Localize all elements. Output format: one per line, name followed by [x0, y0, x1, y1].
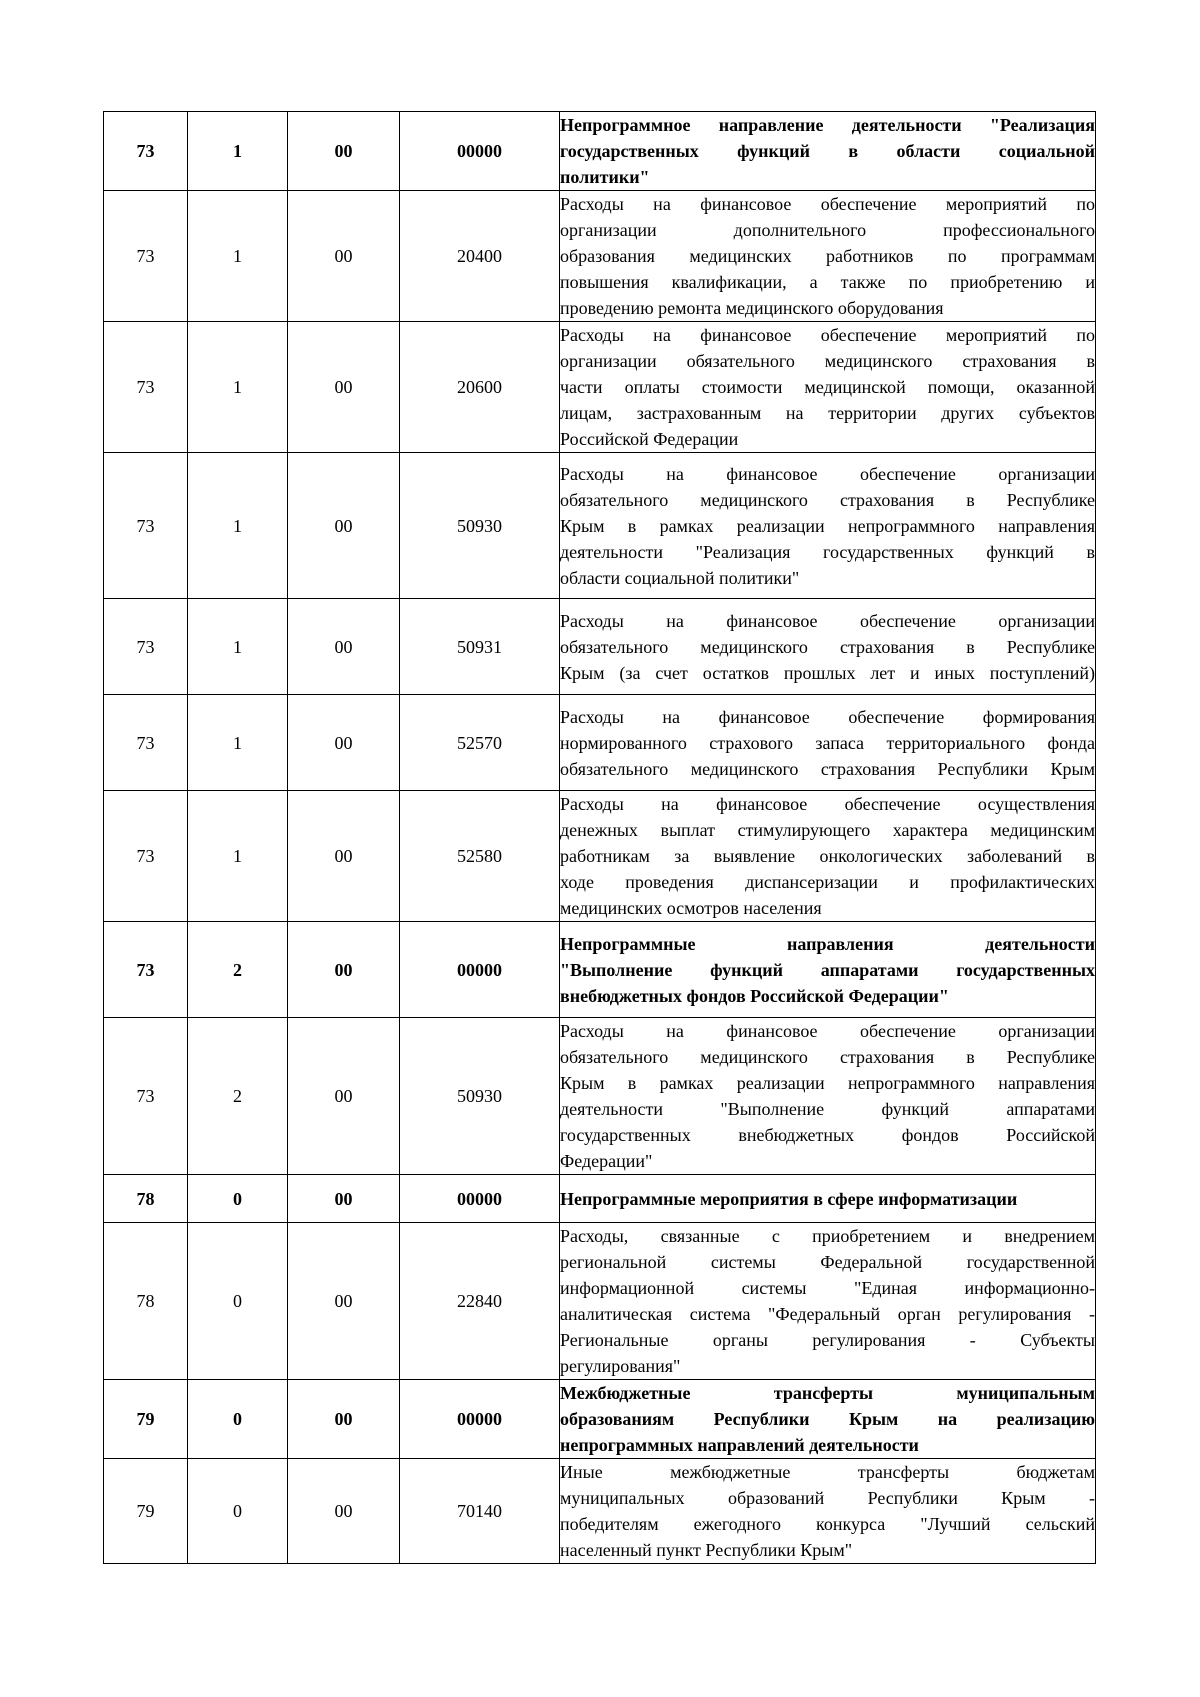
description-line: Федерации"	[560, 1151, 653, 1171]
description-line: Непрограммное направление деятельности "Реализация	[560, 115, 1095, 135]
description-line: Межбюджетные трансферты муниципальным	[560, 1383, 1095, 1403]
description-line: государственных функций в области социальной	[560, 141, 1095, 161]
direction-code-cell: 20400	[400, 191, 560, 322]
description-cell	[560, 599, 1096, 695]
description-cell	[560, 112, 1096, 191]
description-line: медицинских осмотров населения	[560, 898, 822, 918]
description-line: Иные межбюджетные трансферты бюджетам	[560, 1462, 1095, 1482]
program-code-cell: 73	[104, 791, 188, 922]
description-line: региональной системы Федеральной государственной	[560, 1252, 1095, 1272]
description-cell	[560, 1380, 1096, 1459]
direction-code-cell: 00000	[400, 922, 560, 1018]
description-cell	[560, 453, 1096, 599]
description-line: обязательного медицинского страхования Республики Крым	[560, 758, 1095, 779]
main-event-code-cell: 00	[288, 1223, 400, 1380]
budget-classification-table	[103, 111, 1096, 1564]
document-page	[103, 111, 1096, 1564]
description-line: ходе проведения диспансеризации и профилактических	[560, 872, 1095, 892]
table-row	[104, 791, 1096, 922]
main-event-code-cell: 00	[288, 922, 400, 1018]
description-line: области социальной политики"	[560, 567, 800, 588]
direction-code-cell: 00000	[400, 1175, 560, 1223]
description-line: Расходы, связанные с приобретением и внедрением	[560, 1226, 1095, 1246]
description-line: организации дополнительного профессионального	[560, 220, 1095, 240]
direction-code-cell: 50931	[400, 599, 560, 695]
table-row	[104, 1018, 1096, 1175]
subprogram-code-cell: 2	[188, 1018, 288, 1175]
main-event-code-cell: 00	[288, 1018, 400, 1175]
main-event-code-cell: 00	[288, 112, 400, 191]
program-code-cell: 79	[104, 1380, 188, 1459]
subprogram-code-cell: 1	[188, 599, 288, 695]
description-line: регулирования"	[560, 1356, 681, 1376]
direction-code-cell: 70140	[400, 1459, 560, 1564]
description-line: Непрограммные направления деятельности	[560, 933, 1095, 954]
description-line: Расходы на финансовое обеспечение мероприятий по	[560, 194, 1095, 214]
program-code-cell: 73	[104, 1018, 188, 1175]
description-line: населенный пункт Республики Крым"	[560, 1540, 853, 1560]
table-row	[104, 1380, 1096, 1459]
description-line: лицам, застрахованным на территории других субъектов	[560, 403, 1095, 423]
description-line: организации обязательного медицинского страхования в	[560, 351, 1095, 371]
subprogram-code-cell: 1	[188, 322, 288, 453]
main-event-code-cell: 00	[288, 322, 400, 453]
description-cell	[560, 1223, 1096, 1380]
table-body	[104, 112, 1096, 1564]
description-cell	[560, 922, 1096, 1018]
main-event-code-cell: 00	[288, 1380, 400, 1459]
main-event-code-cell: 00	[288, 1459, 400, 1564]
description-line: политики"	[560, 167, 650, 187]
main-event-code-cell: 00	[288, 1175, 400, 1223]
description-line: муниципальных образований Республики Крым -	[560, 1488, 1095, 1508]
direction-code-cell: 20600	[400, 322, 560, 453]
direction-code-cell: 50930	[400, 1018, 560, 1175]
main-event-code-cell: 00	[288, 695, 400, 791]
description-line: внебюджетных фондов Российской Федерации"	[560, 985, 949, 1006]
table-row	[104, 922, 1096, 1018]
description-line: Российской Федерации	[560, 429, 739, 449]
description-cell	[560, 1175, 1096, 1223]
program-code-cell: 73	[104, 695, 188, 791]
description-line: деятельности "Выполнение функций аппаратами	[560, 1099, 1095, 1119]
table-row	[104, 1459, 1096, 1564]
subprogram-code-cell: 1	[188, 791, 288, 922]
table-row	[104, 599, 1096, 695]
description-line: аналитическая система "Федеральный орган регулирования -	[560, 1304, 1095, 1324]
description-line: деятельности "Реализация государственных функций в	[560, 541, 1095, 562]
main-event-code-cell: 00	[288, 599, 400, 695]
description-cell	[560, 695, 1096, 791]
description-line: нормированного страхового запаса территориального фонда	[560, 732, 1095, 753]
table-row	[104, 1223, 1096, 1380]
table-row	[104, 453, 1096, 599]
program-code-cell: 73	[104, 112, 188, 191]
table-row	[104, 695, 1096, 791]
description-line: Региональные органы регулирования - Субъекты	[560, 1330, 1095, 1350]
description-line: победителям ежегодного конкурса "Лучший сельский	[560, 1514, 1095, 1534]
program-code-cell: 73	[104, 191, 188, 322]
description-line: Расходы на финансовое обеспечение организации	[560, 463, 1095, 484]
direction-code-cell: 52570	[400, 695, 560, 791]
subprogram-code-cell: 0	[188, 1380, 288, 1459]
table-row	[104, 112, 1096, 191]
description-cell	[560, 322, 1096, 453]
description-cell	[560, 1459, 1096, 1564]
description-line: работникам за выявление онкологических заболеваний в	[560, 846, 1095, 866]
program-code-cell: 79	[104, 1459, 188, 1564]
subprogram-code-cell: 0	[188, 1175, 288, 1223]
main-event-code-cell: 00	[288, 453, 400, 599]
subprogram-code-cell: 1	[188, 695, 288, 791]
description-line: информационной системы "Единая информационно-	[560, 1278, 1095, 1298]
description-line: проведению ремонта медицинского оборудования	[560, 298, 944, 318]
subprogram-code-cell: 0	[188, 1223, 288, 1380]
main-event-code-cell: 00	[288, 791, 400, 922]
table-row	[104, 1175, 1096, 1223]
program-code-cell: 73	[104, 453, 188, 599]
subprogram-code-cell: 0	[188, 1459, 288, 1564]
description-line: обязательного медицинского страхования в Республике	[560, 636, 1095, 657]
description-line: образованиям Республики Крым на реализацию	[560, 1409, 1095, 1429]
description-line: Непрограммные мероприятия в сфере информатизации	[560, 1188, 1018, 1209]
description-line: части оплаты стоимости медицинской помощи, оказанной	[560, 377, 1095, 397]
table-row	[104, 191, 1096, 322]
description-line: Расходы на финансовое обеспечение осуществления	[560, 794, 1095, 814]
description-line: Крым (за счет остатков прошлых лет и иных поступлений)	[560, 662, 1095, 683]
program-code-cell: 78	[104, 1175, 188, 1223]
subprogram-code-cell: 1	[188, 453, 288, 599]
direction-code-cell: 00000	[400, 112, 560, 191]
subprogram-code-cell: 1	[188, 112, 288, 191]
description-line: Расходы на финансовое обеспечение мероприятий по	[560, 325, 1095, 345]
description-line: непрограммных направлений деятельности	[560, 1435, 919, 1455]
program-code-cell: 73	[104, 922, 188, 1018]
description-line: повышения квалификации, а также по приобретению и	[560, 272, 1095, 292]
table-row	[104, 322, 1096, 453]
description-line: Крым в рамках реализации непрограммного направления	[560, 515, 1095, 536]
direction-code-cell: 22840	[400, 1223, 560, 1380]
program-code-cell: 73	[104, 599, 188, 695]
description-line: обязательного медицинского страхования в Республике	[560, 1047, 1095, 1067]
main-event-code-cell: 00	[288, 191, 400, 322]
subprogram-code-cell: 2	[188, 922, 288, 1018]
description-line: государственных внебюджетных фондов Российской	[560, 1125, 1095, 1145]
direction-code-cell: 00000	[400, 1380, 560, 1459]
program-code-cell: 78	[104, 1223, 188, 1380]
description-line: Расходы на финансовое обеспечение организации	[560, 1021, 1095, 1041]
direction-code-cell: 50930	[400, 453, 560, 599]
description-cell	[560, 791, 1096, 922]
description-line: обязательного медицинского страхования в Республике	[560, 489, 1095, 510]
description-cell	[560, 1018, 1096, 1175]
direction-code-cell: 52580	[400, 791, 560, 922]
description-cell	[560, 191, 1096, 322]
description-line: образования медицинских работников по программам	[560, 246, 1095, 266]
program-code-cell: 73	[104, 322, 188, 453]
subprogram-code-cell: 1	[188, 191, 288, 322]
description-line: Расходы на финансовое обеспечение организации	[560, 610, 1095, 631]
description-line: Расходы на финансовое обеспечение формирования	[560, 706, 1095, 727]
description-line: Крым в рамках реализации непрограммного направления	[560, 1073, 1095, 1093]
description-line: денежных выплат стимулирующего характера медицинским	[560, 820, 1095, 840]
description-line: "Выполнение функций аппаратами государственных	[560, 959, 1095, 980]
